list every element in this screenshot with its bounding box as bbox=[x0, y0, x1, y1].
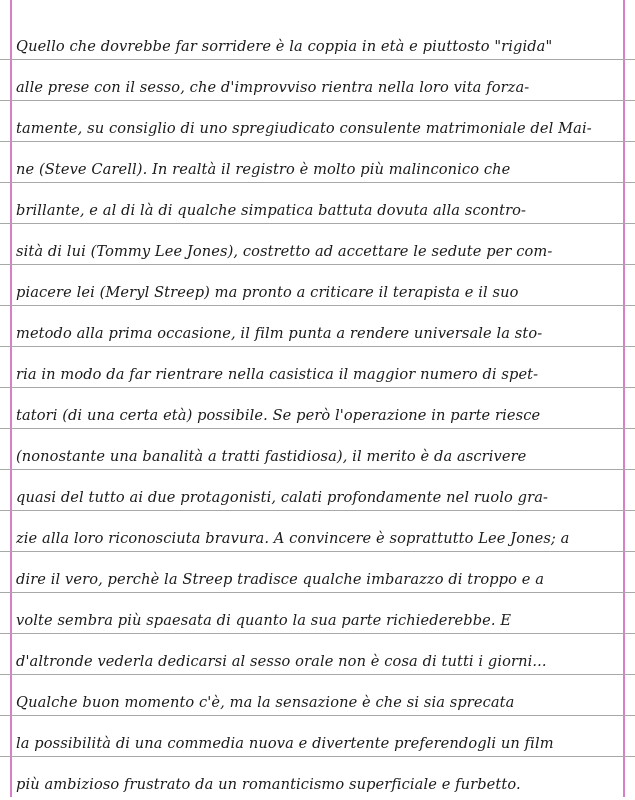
handwritten-line: ria in modo da far rientrare nella casistica il maggior numero di spet- bbox=[16, 366, 539, 383]
handwritten-line: d'altronde vederla dedicarsi al sesso orale non è cosa di tutti i giorni... bbox=[16, 653, 547, 670]
handwritten-line: metodo alla prima occasione, il film punta a rendere universale la sto- bbox=[16, 325, 543, 342]
handwritten-line: Quello che dovrebbe far sorridere è la coppia in età e piuttosto "rigida" bbox=[16, 38, 553, 55]
handwritten-line: volte sembra più spaesata di quanto la sua parte richiederebbe. E bbox=[16, 612, 512, 629]
handwritten-line: la possibilità di una commedia nuova e divertente preferendogli un film bbox=[16, 735, 554, 752]
handwritten-line: tatori (di una certa età) possibile. Se però l'operazione in parte riesce bbox=[16, 407, 541, 424]
handwritten-line: sità di lui (Tommy Lee Jones), costretto ad accettare le sedute per com- bbox=[16, 243, 553, 260]
handwritten-line: più ambizioso frustrato da un romanticismo superficiale e furbetto. bbox=[16, 776, 521, 793]
handwritten-line: tamente, su consiglio di uno spregiudicato consulente matrimoniale del Mai- bbox=[16, 120, 592, 137]
handwritten-line: ne (Steve Carell). In realtà il registro è molto più malinconico che bbox=[16, 161, 511, 178]
handwritten-line: piacere lei (Meryl Streep) ma pronto a criticare il terapista e il suo bbox=[16, 284, 519, 301]
handwritten-line: dire il vero, perchè la Streep tradisce qualche imbarazzo di troppo e a bbox=[16, 571, 544, 588]
handwritten-line: zie alla loro riconosciuta bravura. A convincere è soprattutto Lee Jones; a bbox=[16, 530, 570, 547]
handwritten-line: brillante, e al di là di qualche simpatica battuta dovuta alla scontro- bbox=[16, 202, 527, 219]
handwritten-line: alle prese con il sesso, che d'improvviso rientra nella loro vita forza- bbox=[16, 79, 530, 96]
handwritten-line: quasi del tutto ai due protagonisti, calati profondamente nel ruolo gra- bbox=[16, 489, 549, 506]
handwritten-line: Qualche buon momento c'è, ma la sensazione è che si sia sprecata bbox=[16, 694, 515, 711]
handwritten-line: (nonostante una banalità a tratti fastidiosa), il merito è da ascrivere bbox=[16, 448, 527, 465]
